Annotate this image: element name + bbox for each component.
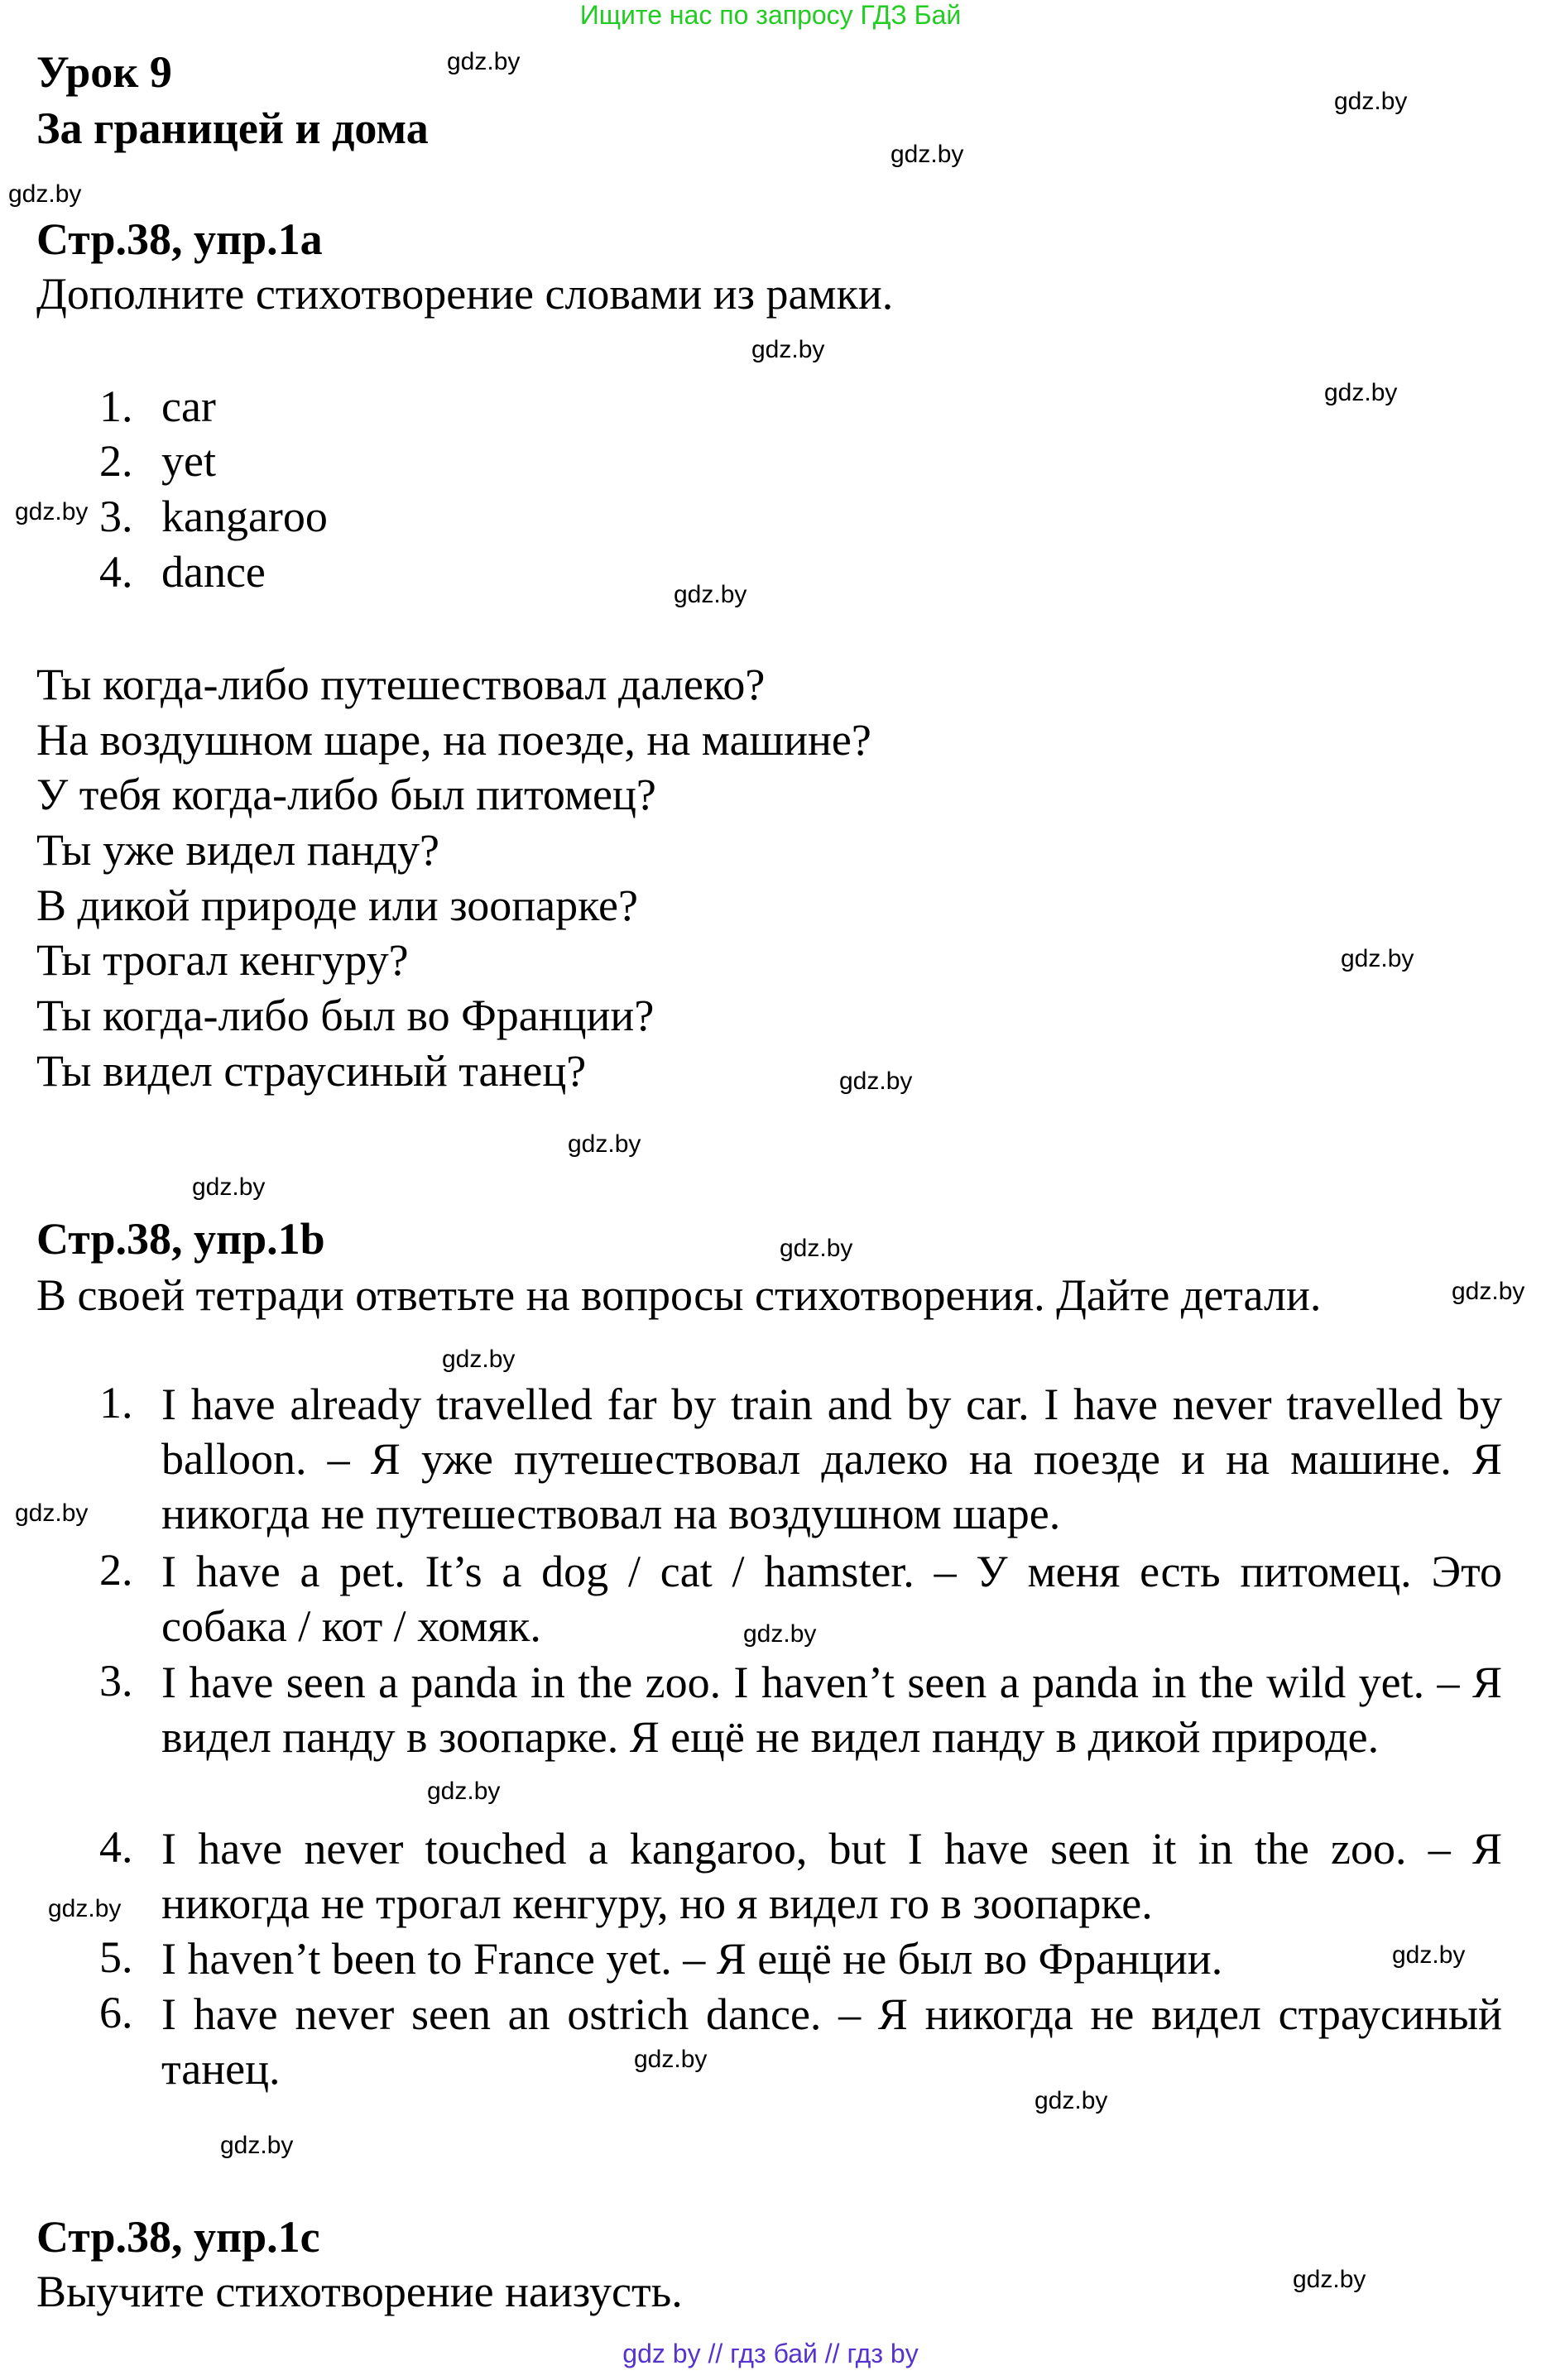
answer-item: I have seen a panda in the zoo. I haven’t seen a panda in the wild yet. – Я видел панду в зоопарке. Я ещё не видел панду в дикой природе. <box>161 1658 1502 1762</box>
word-item: car <box>161 381 216 431</box>
ex1a-instruction: Дополните стихотворение словами из рамки. <box>36 269 894 319</box>
watermark: gdz.by <box>1035 2087 1108 2114</box>
answer-item: I have a pet. It’s a dog / cat / hamster. – У меня есть питомец. Это собака / кот / хомяк. <box>161 1547 1502 1651</box>
answer-item: I haven’t been to France yet. – Я ещё не был во Франции. <box>161 1934 1223 1984</box>
watermark: gdz.by <box>1334 88 1408 115</box>
watermark: gdz.by <box>1392 1941 1466 1969</box>
word-item: kangaroo <box>161 492 328 541</box>
watermark: gdz.by <box>891 141 964 168</box>
list-number: 2. <box>99 436 133 486</box>
list-number: 4. <box>99 1822 133 1872</box>
lesson-title: Урок 9 <box>36 47 172 97</box>
watermark: gdz.by <box>568 1130 641 1158</box>
answer-item: I have never touched a kangaroo, but I have seen it in the zoo. – Я никогда не трогал кенгуру, но я видел го в зоопарке. <box>161 1824 1502 1928</box>
watermark: gdz.by <box>442 1346 516 1373</box>
list-number: 6. <box>99 1988 133 2037</box>
watermark: gdz.by <box>780 1235 853 1262</box>
poem-line: Ты трогал кенгуру? <box>36 935 409 985</box>
answer-item: I have already travelled far by train and by car. I have never travelled by balloon. – Я уже путешествовал далеко на поезде и на машине. Я никогда не путешествовал на воздушном шаре. <box>161 1380 1502 1538</box>
watermark: gdz.by <box>1341 945 1414 972</box>
watermark: gdz.by <box>48 1895 122 1922</box>
lesson-subtitle: За границей и дома <box>36 103 429 153</box>
watermark: gdz.by <box>674 581 747 608</box>
watermark: gdz.by <box>15 1499 89 1527</box>
list-number: 2. <box>99 1545 133 1595</box>
word-item: dance <box>161 547 266 597</box>
watermark: gdz.by <box>220 2132 294 2159</box>
watermark: gdz.by <box>751 336 825 363</box>
list-number: 1. <box>99 381 133 431</box>
watermark: gdz.by <box>743 1620 817 1648</box>
ex1b-heading: Стр.38, упр.1b <box>36 1214 325 1264</box>
poem-line: У тебя когда-либо был питомец? <box>36 770 656 819</box>
list-number: 1. <box>99 1378 133 1428</box>
ex1c-heading: Стр.38, упр.1c <box>36 2212 320 2262</box>
watermark: gdz.by <box>447 48 521 75</box>
word-item: yet <box>161 436 216 486</box>
poem-line: В дикой природе или зоопарке? <box>36 881 638 930</box>
watermark: gdz.by <box>427 1778 501 1805</box>
list-number: 3. <box>99 1656 133 1706</box>
watermark: gdz.by <box>15 498 89 525</box>
poem-line: Ты видел страусиный танец? <box>36 1046 587 1096</box>
list-number: 5. <box>99 1932 133 1982</box>
watermark: gdz.by <box>1293 2266 1366 2293</box>
watermark: gdz.by <box>634 2046 708 2073</box>
ex1a-heading: Стр.38, упр.1a <box>36 214 323 264</box>
watermark: gdz.by <box>839 1068 913 1095</box>
poem-line: Ты уже видел панду? <box>36 825 439 875</box>
footer-links: gdz by // гдз бай // гдз by <box>622 2339 919 2368</box>
watermark: gdz.by <box>192 1173 266 1201</box>
list-number: 4. <box>99 547 133 597</box>
watermark: gdz.by <box>1452 1278 1525 1305</box>
list-number: 3. <box>99 492 133 541</box>
poem-line: Ты когда-либо путешествовал далеко? <box>36 660 766 709</box>
poem-line: На воздушном шаре, на поезде, на машине? <box>36 715 871 765</box>
top-banner: Ищите нас по запросу ГДЗ Бай <box>579 0 962 30</box>
answer-item: I have never seen an ostrich dance. – Я никогда не видел страусиный танец. <box>161 1989 1502 2094</box>
poem-line: Ты когда-либо был во Франции? <box>36 991 655 1040</box>
watermark: gdz.by <box>8 180 82 208</box>
ex1c-instruction: Выучите стихотворение наизусть. <box>36 2267 683 2316</box>
ex1b-instruction: В своей тетради ответьте на вопросы стихотворения. Дайте детали. <box>36 1270 1322 1320</box>
watermark: gdz.by <box>1324 379 1398 406</box>
